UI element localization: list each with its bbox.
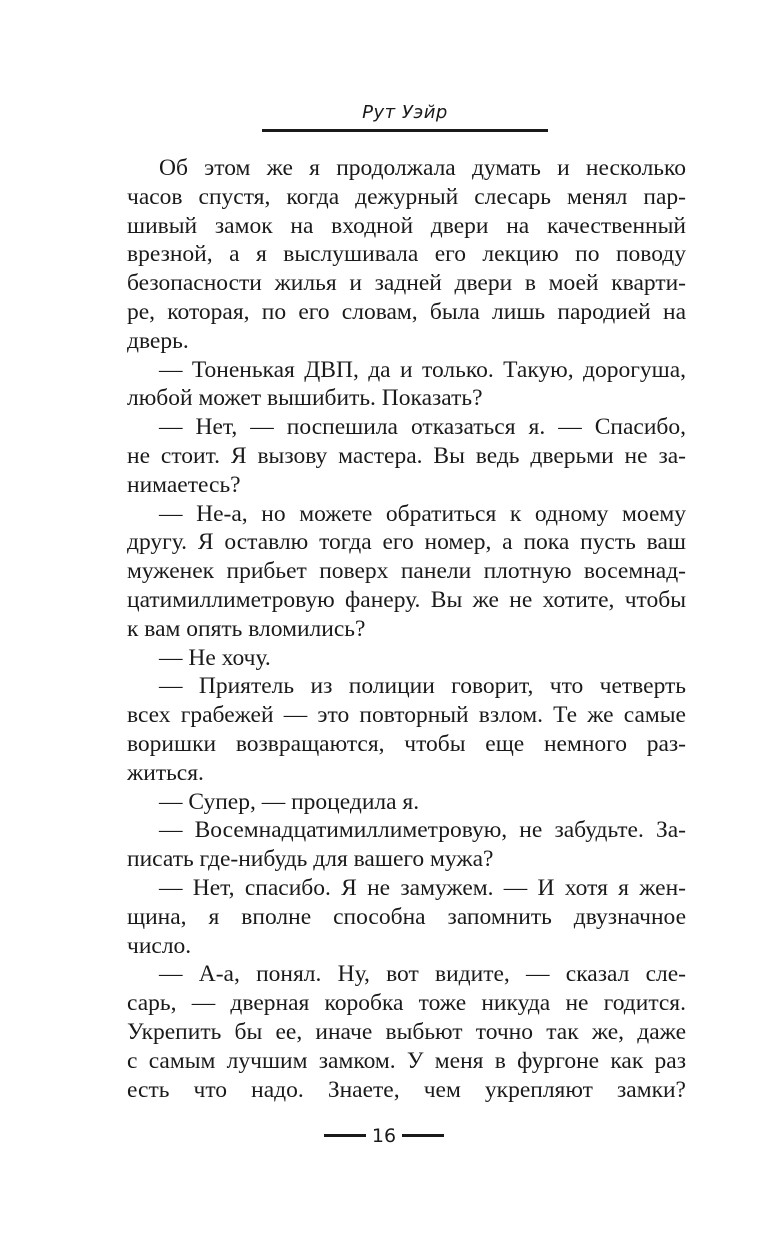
text-line: часов спустя, когда дежурный слесарь менял пар- — [127, 183, 686, 210]
text-line: — А-а, понял. Ну, вот видите, — сказал сле- — [159, 961, 686, 988]
text-line: число. — [127, 932, 192, 959]
text-line: сарь, — дверная коробка тоже никуда не годится. — [127, 990, 686, 1017]
text-line: цатимиллиметровую фанеру. Вы же не хотите, чтобы — [127, 586, 686, 613]
text-line: любой может вышибить. Показать? — [127, 385, 483, 412]
body-text — [127, 154, 686, 1104]
text-line: Об этом же я продолжала думать и несколько — [159, 155, 686, 181]
text-line: шивый замок на входной двери на качественный — [127, 212, 686, 239]
text-line: ре, которая, по его словам, была лишь пародией на — [127, 298, 686, 325]
text-line: — Приятель из полиции говорит, что четверть — [159, 673, 686, 700]
header-rule — [262, 129, 548, 132]
text-line: — Не-а, но можете обратиться к одному моему — [159, 500, 686, 527]
text-line: муженек прибьет поверх панели плотную восемнад- — [127, 558, 686, 585]
text-line: всех грабежей — это повторный взлом. Те же самые — [127, 702, 686, 729]
text-line: врезной, а я выслушивала его лекцию по поводу — [127, 241, 686, 268]
text-line: — Восемнадцатимиллиметровую, не забудьте. За- — [159, 817, 686, 844]
folio-right-dash — [402, 1134, 444, 1137]
text-line: — Нет, спасибо. Я не замужем. — И хотя я жен- — [159, 874, 686, 901]
page-folio — [0, 1124, 768, 1148]
text-line: писать где-нибудь для вашего мужа? — [127, 846, 494, 873]
text-line: воришки возвращаются, чтобы еще немного раз- — [127, 730, 686, 757]
text-line: — Нет, — поспешила отказаться я. — Спасибо, — [159, 414, 686, 441]
running-head-author: Рут Уэйр — [362, 102, 448, 123]
text-line: дверь. — [127, 327, 189, 354]
text-line: другу. Я оставлю тогда его номер, а пока пусть ваш — [127, 529, 686, 556]
text-line: Укрепить бы ее, иначе выбьют точно так же, даже — [127, 1018, 686, 1045]
text-line: — Тоненькая ДВП, да и только. Такую, дорогуша, — [159, 356, 686, 383]
text-line: — Не хочу. — [159, 644, 271, 671]
page-number: 16 — [371, 1125, 397, 1147]
folio-left-dash — [324, 1134, 366, 1137]
text-line: щина, я вполне способна запомнить двузначное — [127, 903, 686, 930]
text-line: с самым лучшим замком. У меня в фургоне как раз — [127, 1047, 686, 1074]
text-line: безопасности жилья и задней двери в моей кварти- — [127, 270, 686, 297]
text-line: есть что надо. Знаете, чем укрепляют замки? — [127, 1076, 686, 1103]
text-line: нимаетесь? — [127, 471, 241, 498]
text-line: не стоит. Я вызову мастера. Вы ведь дверьми не за- — [127, 442, 686, 469]
text-line: житься. — [127, 759, 204, 786]
text-line: — Супер, — процедила я. — [159, 788, 420, 815]
text-line: к вам опять вломились? — [127, 615, 366, 642]
